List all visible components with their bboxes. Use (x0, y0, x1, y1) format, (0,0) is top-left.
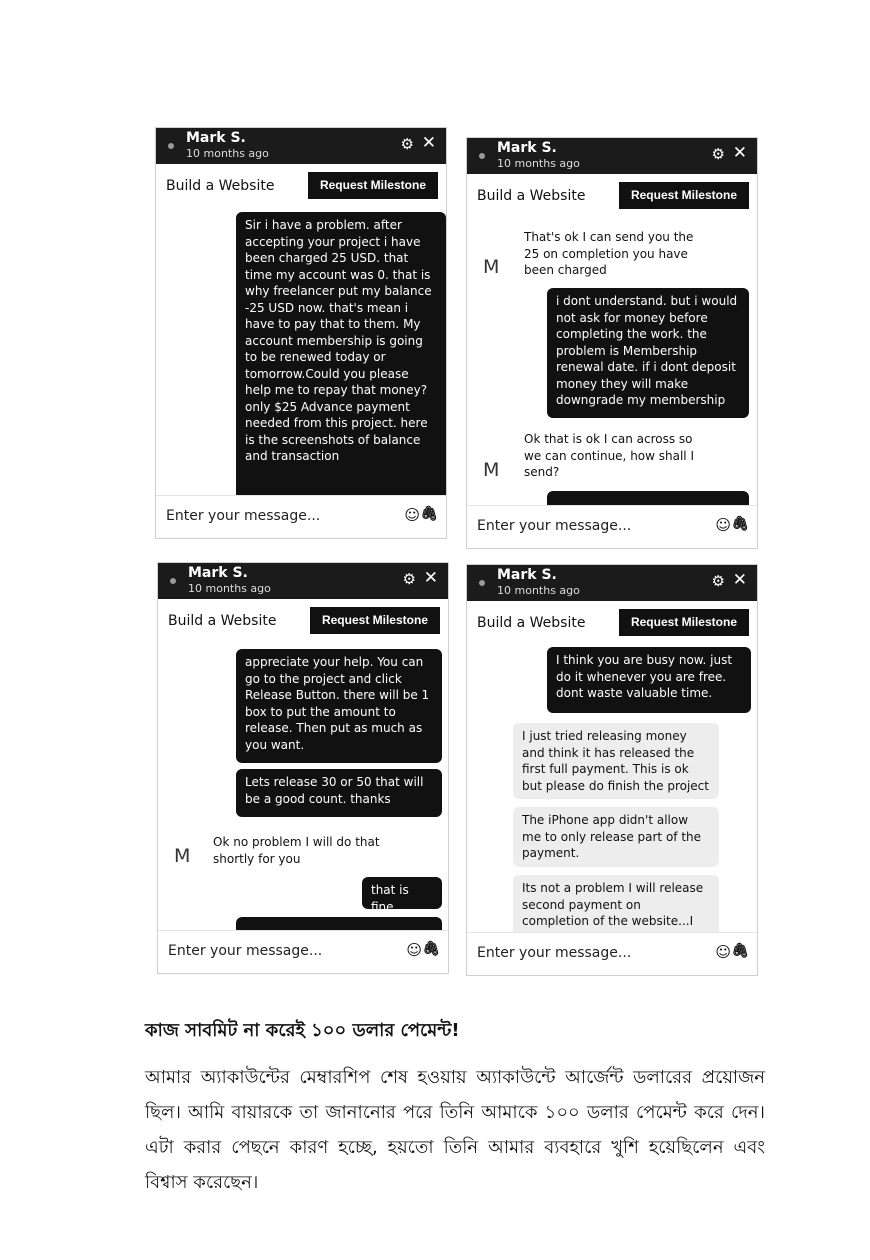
message-received: Its not a problem I will release second payment on completion of the website...I (513, 875, 719, 933)
message-sent: I think you are busy now. just do it whenever you are free. dont waste valuable time. (547, 647, 751, 713)
message-composer (467, 932, 757, 975)
message-input[interactable]: Enter your message... (168, 943, 323, 959)
message-received: I just tried releasing money and think it has released the first full payment. This is ok but please do finish the project (513, 723, 719, 799)
chat-header (467, 565, 757, 601)
message-composer (156, 495, 446, 538)
message-composer (158, 930, 448, 973)
close-icon[interactable]: ✕ (423, 568, 438, 588)
user-name: Mark S. (188, 565, 248, 581)
smiley-icon[interactable]: ☺ (715, 516, 731, 534)
message-list[interactable] (467, 216, 757, 506)
message-input[interactable]: Enter your message... (477, 945, 632, 961)
status-dot (168, 143, 174, 149)
paperclip-icon[interactable]: 🖇 (731, 943, 749, 959)
request-milestone-button[interactable]: Request Milestone (308, 172, 438, 199)
close-icon[interactable]: ✕ (421, 133, 436, 153)
message-list[interactable] (467, 643, 757, 933)
project-title: Build a Website (168, 613, 277, 629)
paperclip-icon[interactable]: 🖇 (731, 516, 749, 532)
message-list[interactable] (158, 641, 448, 931)
avatar: M (174, 845, 191, 867)
smiley-icon[interactable]: ☺ (404, 506, 420, 524)
message-sent: Sir i have a problem. after accepting your project i have been charged 25 USD. that time my account was 0. that is why freelancer put my balance -25 USD now. that's mean i have to pay that to them. My account membership is going to be renewed today or tomorrow.Could you please help me to repay that money? only $25 Advance payment needed from this project. here is the screenshots of balance and transaction (236, 212, 446, 496)
message-sent: appreciate your help. You can go to the project and click Release Button. there will be 1 box to put the amount to release. Then put as much as you want. (236, 649, 442, 763)
message-input[interactable]: Enter your message... (166, 508, 321, 524)
last-seen: 10 months ago (188, 582, 271, 595)
message-sent: i dont understand. but i would not ask for money before completing the work. the problem is Membership renewal date. if i dont deposit money they will make downgrade my membership (547, 288, 749, 418)
smiley-icon[interactable]: ☺ (715, 943, 731, 961)
project-title: Build a Website (477, 615, 586, 631)
status-dot (479, 153, 485, 159)
message-sent: that is fine (362, 877, 442, 909)
smiley-icon[interactable]: ☺ (406, 941, 422, 959)
message-received: The iPhone app didn't allow me to only release part of the payment. (513, 807, 719, 867)
status-dot (170, 578, 176, 584)
avatar: M (483, 256, 500, 278)
status-dot (479, 580, 485, 586)
article-heading: কাজ সাবমিট না করেই ১০০ ডলার পেমেন্ট! (145, 1020, 460, 1041)
article-paragraph: আমার অ্যাকাউন্টের মেম্বারশিপ শেষ হওয়ায় অ্যাকাউন্টে আর্জেন্ট ডলারের প্রয়োজন ছিল। আমি বায়ারকে তা জানানোর পরে তিনি আমাকে ১০০ ডলার পেমেন্ট করে দেন। এটা করার পেছনে কারণ হচ্ছে, হয়তো তিনি আমার ব্যবহারে খুশি হয়েছিলেন এবং বিশ্বাস করেছেন। (145, 1067, 765, 1193)
last-seen: 10 months ago (497, 157, 580, 170)
close-icon[interactable]: ✕ (732, 570, 747, 590)
gear-icon[interactable]: ⚙ (400, 135, 414, 153)
paperclip-icon[interactable]: 🖇 (422, 941, 440, 957)
message-input[interactable]: Enter your message... (477, 518, 632, 534)
project-title: Build a Website (166, 178, 275, 194)
last-seen: 10 months ago (186, 147, 269, 160)
request-milestone-button[interactable]: Request Milestone (619, 182, 749, 209)
gear-icon[interactable]: ⚙ (711, 145, 725, 163)
message-received: That's ok I can send you the 25 on completion you have been charged (524, 230, 694, 277)
user-name: Mark S. (497, 140, 557, 156)
user-name: Mark S. (497, 567, 557, 583)
chat-header (467, 138, 757, 174)
last-seen: 10 months ago (497, 584, 580, 597)
gear-icon[interactable]: ⚙ (402, 570, 416, 588)
chat-panel-4 (466, 564, 758, 976)
user-name: Mark S. (186, 130, 246, 146)
message-list[interactable] (156, 206, 446, 496)
request-milestone-button[interactable]: Request Milestone (619, 609, 749, 636)
chat-panel-2 (466, 137, 758, 549)
message-received: Ok no problem I will do that shortly for you (213, 835, 380, 866)
message-received: Ok that is ok I can across so we can continue, how shall I send? (524, 432, 694, 479)
paperclip-icon[interactable]: 🖇 (420, 506, 438, 522)
project-title: Build a Website (477, 188, 586, 204)
message-sent: Lets release 30 or 50 that will be a good count. thanks (236, 769, 442, 817)
request-milestone-button[interactable]: Request Milestone (310, 607, 440, 634)
chat-header (156, 128, 446, 164)
close-icon[interactable]: ✕ (732, 143, 747, 163)
gear-icon[interactable]: ⚙ (711, 572, 725, 590)
message-sent-partial (236, 917, 442, 931)
message-composer (467, 505, 757, 548)
chat-header (158, 563, 448, 599)
avatar: M (483, 459, 500, 481)
message-sent-partial (547, 491, 749, 506)
chat-panel-1 (155, 127, 447, 539)
chat-panel-3 (157, 562, 449, 974)
